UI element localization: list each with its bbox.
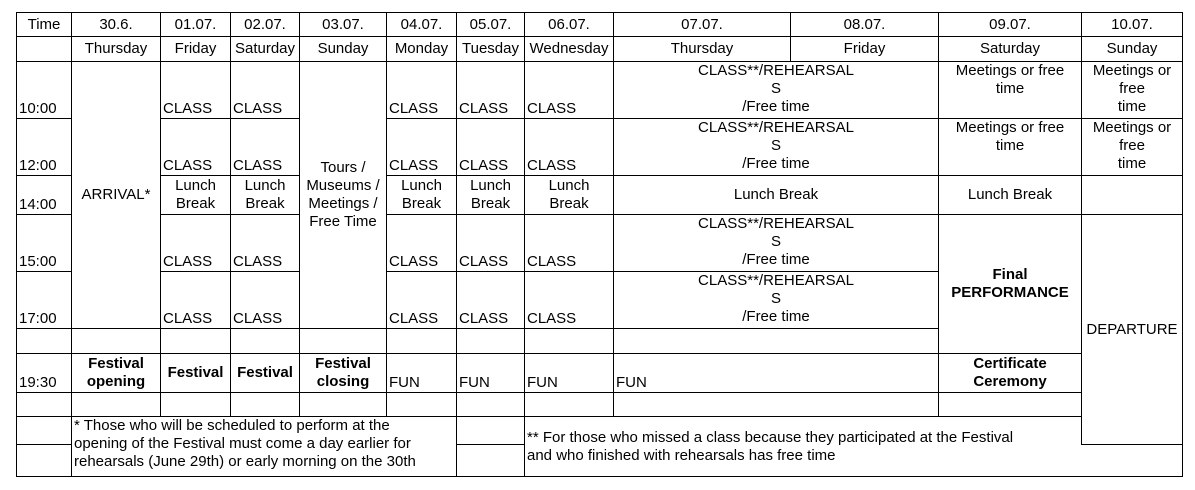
rehearsal-cell — [614, 215, 939, 272]
class-cell: CLASS — [161, 272, 231, 329]
empty-cell — [457, 417, 525, 445]
lunch-break-cell: Lunch Break — [939, 176, 1082, 215]
class-cell: CLASS — [231, 272, 300, 329]
rehearsal-cell — [614, 119, 939, 176]
day-header: Friday — [791, 37, 939, 62]
empty-cell — [231, 393, 300, 417]
date-header: 04.07. — [387, 13, 457, 37]
time-row-1500 — [17, 215, 1183, 272]
festival-line: opening — [86, 373, 146, 390]
lunch-line: Lunch — [244, 177, 286, 194]
class-cell: CLASS — [525, 62, 614, 119]
fun-cell: FUN — [614, 354, 939, 393]
day-header: Thursday — [72, 37, 161, 62]
class-cell: CLASS — [387, 119, 457, 176]
lunch-cell — [161, 176, 231, 215]
lunch-line: Break — [470, 195, 511, 212]
rehearsal-line: S — [770, 80, 781, 97]
rehearsal-line: /Free time — [742, 308, 810, 325]
rehearsal-line: /Free time — [742, 98, 810, 115]
empty-cell — [17, 393, 72, 417]
class-cell: CLASS — [525, 119, 614, 176]
time-row-1200 — [17, 119, 1183, 176]
final-performance-cell — [939, 215, 1082, 354]
class-cell: CLASS — [231, 215, 300, 272]
footnote-line: ** For those who missed a class because they participated at the Festival — [527, 428, 1014, 446]
lunch-line: Break — [245, 195, 285, 212]
date-header: 03.07. — [300, 13, 387, 37]
day-header: Saturday — [231, 37, 300, 62]
empty-cell — [72, 329, 161, 354]
festival-line: Festival — [315, 355, 371, 372]
fun-cell: FUN — [387, 354, 457, 393]
spacer-row — [17, 393, 1183, 417]
footnote-arrival — [72, 417, 457, 477]
class-cell: CLASS — [525, 272, 614, 329]
notes-row — [17, 417, 1183, 445]
arrival-cell: ARRIVAL* — [72, 62, 161, 329]
festival-cell: Festival — [161, 354, 231, 393]
time-row-1930 — [17, 354, 1183, 393]
certificate-cell — [939, 354, 1082, 393]
day-header: Friday — [161, 37, 231, 62]
meetings-cell — [939, 119, 1082, 176]
fun-cell: FUN — [525, 354, 614, 393]
rehearsal-line: CLASS**/REHEARSAL — [698, 62, 854, 79]
departure-cell: DEPARTURE — [1082, 215, 1183, 445]
empty-cell — [17, 329, 72, 354]
class-cell: CLASS — [457, 272, 525, 329]
empty-cell — [525, 393, 614, 417]
time-label: 15:00 — [17, 215, 72, 272]
lunch-cell — [387, 176, 457, 215]
lunch-line: Break — [549, 195, 589, 212]
class-cell: CLASS — [387, 215, 457, 272]
rehearsal-line: CLASS**/REHEARSAL — [698, 119, 854, 136]
meetings-line: time — [1117, 98, 1147, 115]
meetings-line: time — [1117, 155, 1147, 172]
lunch-line: Lunch — [470, 177, 511, 194]
empty-cell — [17, 445, 72, 477]
lunch-break-cell: Lunch Break — [614, 176, 939, 215]
empty-cell — [17, 37, 72, 62]
class-cell: CLASS — [161, 62, 231, 119]
schedule-table — [16, 12, 1183, 477]
empty-cell — [161, 393, 231, 417]
time-header: Time — [17, 13, 72, 37]
empty-cell — [614, 329, 939, 354]
meetings-cell — [939, 62, 1082, 119]
final-line: PERFORMANCE — [951, 284, 1069, 301]
rehearsal-line: CLASS**/REHEARSAL — [698, 272, 854, 289]
class-cell: CLASS — [231, 62, 300, 119]
empty-cell — [300, 329, 387, 354]
meetings-line: Meetings or free — [1092, 119, 1172, 154]
class-cell: CLASS — [387, 272, 457, 329]
empty-cell — [457, 329, 525, 354]
class-cell: CLASS — [457, 119, 525, 176]
empty-cell — [939, 393, 1082, 417]
empty-cell — [231, 329, 300, 354]
day-header: Sunday — [1082, 37, 1183, 62]
day-header: Monday — [387, 37, 457, 62]
lunch-line: Lunch — [175, 177, 216, 194]
festival-line: closing — [316, 373, 370, 390]
meetings-line: Meetings or free — [955, 62, 1065, 79]
date-header: 07.07. — [614, 13, 791, 37]
lunch-cell — [525, 176, 614, 215]
lunch-line: Lunch — [548, 177, 590, 194]
meetings-cell — [1082, 119, 1183, 176]
time-label: 19:30 — [17, 354, 72, 393]
tours-text: Tours / Museums / Meetings / Free Time — [306, 159, 380, 230]
time-label: 17:00 — [17, 272, 72, 329]
lunch-line: Break — [401, 195, 442, 212]
empty-cell — [1082, 176, 1183, 215]
lunch-cell — [457, 176, 525, 215]
lunch-cell — [231, 176, 300, 215]
class-cell: CLASS — [387, 62, 457, 119]
date-header: 09.07. — [939, 13, 1082, 37]
lunch-line: Break — [175, 195, 216, 212]
meetings-line: Meetings or free — [1092, 62, 1172, 97]
certificate-line: Certificate — [973, 355, 1047, 372]
date-header: 10.07. — [1082, 13, 1183, 37]
date-header: 05.07. — [457, 13, 525, 37]
class-cell: CLASS — [457, 62, 525, 119]
class-cell: CLASS — [231, 119, 300, 176]
meetings-line: time — [995, 137, 1025, 154]
empty-cell — [72, 393, 161, 417]
empty-cell — [457, 445, 525, 477]
time-row-1400 — [17, 176, 1183, 215]
tours-cell — [300, 62, 387, 329]
day-header: Tuesday — [457, 37, 525, 62]
header-day-row — [17, 37, 1183, 62]
fun-cell: FUN — [457, 354, 525, 393]
festival-opening-cell — [72, 354, 161, 393]
class-cell: CLASS — [161, 215, 231, 272]
date-header: 01.07. — [161, 13, 231, 37]
footnote-line: opening of the Festival must come a day earlier for — [74, 435, 411, 452]
festival-cell: Festival — [231, 354, 300, 393]
date-header: 30.6. — [72, 13, 161, 37]
empty-cell — [457, 393, 525, 417]
time-label: 10:00 — [17, 62, 72, 119]
festival-line: Festival — [88, 355, 144, 372]
date-header: 02.07. — [231, 13, 300, 37]
empty-cell — [300, 393, 387, 417]
rehearsal-line: /Free time — [742, 251, 810, 268]
time-row-1000 — [17, 62, 1183, 119]
rehearsal-line: S — [770, 233, 781, 250]
empty-cell — [387, 329, 457, 354]
rehearsal-line: /Free time — [742, 155, 810, 172]
lunch-line: Lunch — [401, 177, 442, 194]
day-header: Sunday — [300, 37, 387, 62]
empty-cell — [614, 393, 939, 417]
footnote-line: * Those who will be scheduled to perform at the — [74, 417, 390, 434]
meetings-line: time — [995, 80, 1025, 97]
empty-cell — [387, 393, 457, 417]
rehearsal-cell — [614, 62, 939, 119]
day-header: Thursday — [614, 37, 791, 62]
rehearsal-line: S — [770, 137, 781, 154]
date-header: 08.07. — [791, 13, 939, 37]
class-cell: CLASS — [161, 119, 231, 176]
empty-cell — [161, 329, 231, 354]
day-header: Wednesday — [525, 37, 614, 62]
header-date-row — [17, 13, 1183, 37]
final-line: Final — [992, 266, 1028, 283]
footnote-rehearsal — [525, 417, 1183, 477]
empty-cell — [17, 417, 72, 445]
date-header: 06.07. — [525, 13, 614, 37]
time-label: 12:00 — [17, 119, 72, 176]
class-cell: CLASS — [457, 215, 525, 272]
rehearsal-cell — [614, 272, 939, 329]
footnote-line: and who finished with rehearsals has free time — [527, 446, 836, 464]
meetings-cell — [1082, 62, 1183, 119]
rehearsal-line: S — [770, 290, 781, 307]
festival-closing-cell — [300, 354, 387, 393]
certificate-line: Ceremony — [973, 373, 1047, 390]
day-header: Saturday — [939, 37, 1082, 62]
time-label: 14:00 — [17, 176, 72, 215]
meetings-line: Meetings or free — [955, 119, 1065, 136]
footnote-line: rehearsals (June 29th) or early morning on the 30th — [74, 453, 416, 470]
empty-cell — [525, 329, 614, 354]
rehearsal-line: CLASS**/REHEARSAL — [698, 215, 854, 232]
class-cell: CLASS — [525, 215, 614, 272]
